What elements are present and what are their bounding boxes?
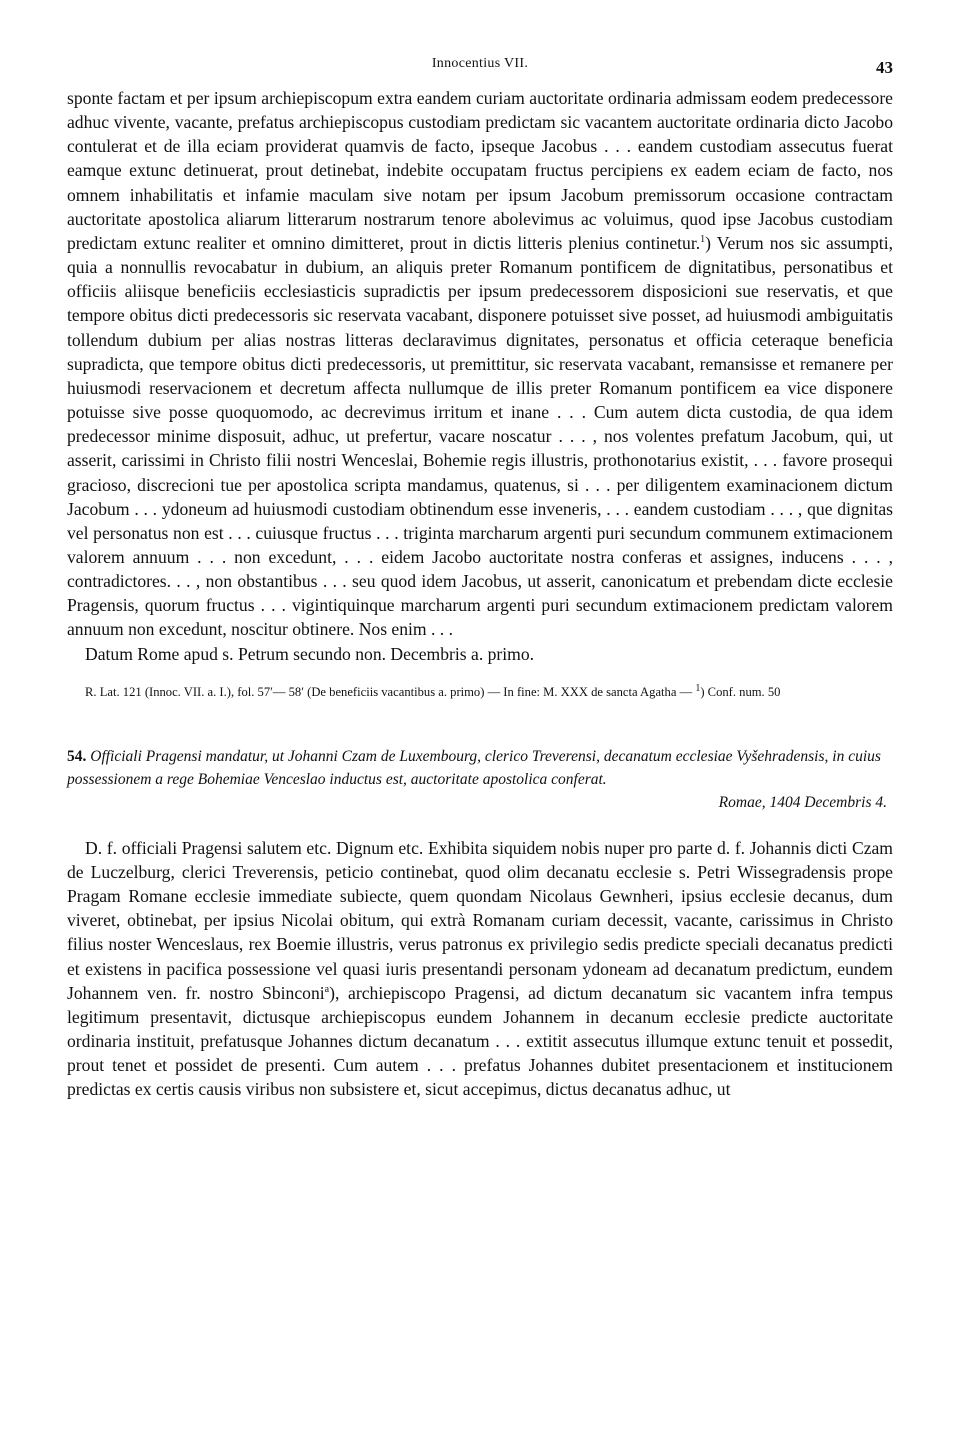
letter-paragraph [67,86,893,642]
continued-letter-text [67,86,893,666]
entry-number: 54. [67,747,87,765]
letter-text: sponte factam et per ipsum archiepiscopum extra eandem curiam auctoritate ordinaria admissam eodem predecessore adhuc vivente, vacante, prefatus archiepiscopus custodiam predictam sic vacantem auctoritate ordinaria dicto Jacobo contulerat et de illa eciam providerat quamvis de facto, ipseque Jacobus . . . eandem custodiam assecutus fuerat eamque extunc detinuerat, prout detinebat, indebite occupatam fructus percipiens ex eadem eciam de facto, nos omnem inhabilitatis et infamie maculam sive notam per ipsum Jacobum premissorum occasione contractam auctoritate apostolica aliarum litterarum nostrarum tenore abolevimus ac voluimus, quod ipse Jacobus custodiam predictam extunc realiter et omnino dimitteret, prout in dictis litteris plenius continetur. [67,88,893,253]
dating-clause: Datum Rome apud s. Petrum secundo non. Decembris a. primo. [85,643,535,664]
entry-place-date: Romae, 1404 Decembris 4. [718,793,887,811]
footnote-marker: a [324,983,330,995]
page-number: 43 [876,58,893,77]
footnote-marker: 1 [695,682,701,694]
source-note-text-end: ) Conf. num. 50 [700,684,781,699]
entry-paragraph [67,836,893,1102]
footnote-marker: 1 [700,234,706,246]
entry-body [67,836,893,1102]
entry-text: D. f. officiali Pragensi salutem etc. Dignum etc. Exhibita siquidem nobis nuper pro parte d. f. Johannis dicti Czam de Luczelburg, clerici Treverensis, peticio continebat, quod olim decanatu ecclesie s. Petri Wissegradensis prope Pragam Romane ecclesie immediate subiecte, quem quondam Nicolaus Gewnheri, ipsius ecclesie decanus, dum viveret, obtinebat, per ipsius Nicolai obitum, qui extrà Romanam curiam decessit, vacante, carissimus in Christo filius noster Wenceslaus, rex Boemie illustris, verus patronus ex privilegio sedis predicte speciali decanatus predicti et existens in pacifica possessione vel quasi iuris presentandi personam ydoneam ad decanatum predictum, eundem Johannem ven. fr. nostro Sbinconi [67,837,893,1003]
document-page [67,56,893,1101]
running-title: Innocentius VII. [431,56,529,71]
running-header [67,56,893,86]
entry-text-continued: ), archiepiscopo Pragensi, ad dictum decanatum sic vacantem infra tempus legitimum presentavit, dictusque archiepiscopus eundem Johannem in decanum ecclesie predicte auctoritate ordinaria instituit, prefatusque Johannes dictum decanatum . . . extitit assecutus illumque extunc tenuit et possedit, prout tenet et possidet de presenti. Cum autem . . . prefatus Johannes dubitet presentacionem et institucionem predictas ex certis causis viribus non subsistere et, sicut accepimus, dictus decanatus adhuc, ut [67,982,894,1100]
source-note [85,682,893,703]
entry-summary: Officiali Pragensi mandatur, ut Johanni Czam de Luxembourg, clerico Treverensi, decanatum ecclesiae Vyšehradensis, in cuius possessionem a rege Bohemiae Venceslao inductus est, auctoritate apostolica conferat. [67,747,881,788]
source-note-text: R. Lat. 121 (Innoc. VII. a. I.), fol. 57′— 58′ (De beneficiis vacantibus a. primo) — In fine: M. XXX de sancta Agatha — [85,684,696,699]
letter-text-continued: ) Verum nos sic assumpti, quia a nonnullis revocabatur in dubium, an aliquis preter Romanum pontificem de dignitatibus, personatibus et officiis aliisque beneficiis ecclesiasticis supradictis per ipsum predecessorem disposicioni sue reservatis, et que tempore obitus dicti predecessoris sic reservata vacabant, disponere potuisset sive posset, ad huiusmodi ambiguitatis tollendum dubium per alias nostras litteras declaravimus dignitates, personatus et officia ceteraque beneficia supradicta, que tempore obitus dicti predecessoris, ut premittitur, sic reservata vacabant, remansisse et remanere per huiusmodi reservacionem et decretum affecta nullumque de illis preter Romanum pontificem ea vice disponere potuisse sive posse quoquomodo, ac decrevimus irritum et inane . . . Cum autem dicta custodia, de qua idem predecessor minime disposuit, adhuc, ut prefertur, vacare noscatur . . . , nos volentes prefatum Jacobum, qui, ut asserit, carissimi in Christo filii nostri Wenceslai, Bohemie regis illustris, prothonotarius existit, . . . favore prosequi gracioso, discrecioni tue per apostolica scripta mandamus, quatenus, si . . . per diligentem examinacionem dictum Jacobum . . . ydoneum ad huiusmodi custodiam obtinendum esse inveneris, . . . eandem custodiam . . . , que dignitas vel personatus non est . . . cuiusque fructus . . . triginta marcharum argenti puri secundum communem extimacionem valorem annuum . . . non excedunt, . . . eidem Jacobo auctoritate nostra conferas et assignes, inducens . . . , contradictores. . . , non obstantibus . . . seu quod idem Jacobus, ut asserit, canonicatum et prebendam dicte ecclesie Pragensis, quorum fructus . . . vigintiquinque marcharum argenti puri secundum extimacionem predictam valorem annuum non excedunt, noscitur obtinere. Nos enim . . . [67,232,893,640]
entry-heading [67,745,893,791]
